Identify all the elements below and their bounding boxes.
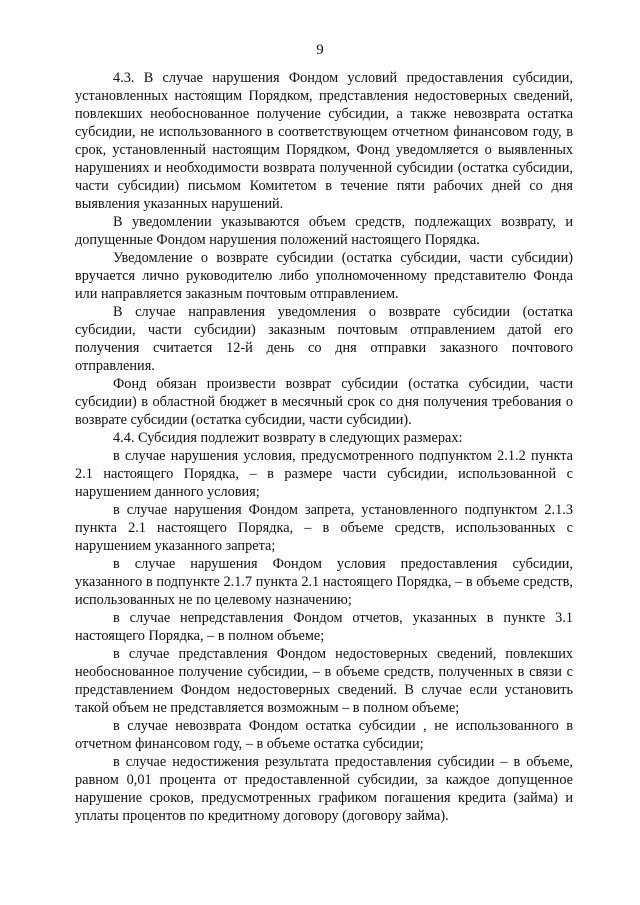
list-item-prohibition-2-1-3: в случае нарушения Фондом запрета, установленного подпунктом 2.1.3 пункта 2.1 настоящего Порядка, – в объеме средств, использованных с нарушением указанного запрета; (75, 502, 573, 554)
list-item-false-information: в случае представления Фондом недостоверных сведений, повлекших необоснованное получение субсидии, – в объеме средств, полученных в связи с представлением Фондом недостоверных сведений. В случае если установить такой объем не представляется возможным – в полном объеме; (75, 646, 573, 716)
list-item-condition-2-1-2: в случае нарушения условия, предусмотренного подпунктом 2.1.2 пункта 2.1 настоящего Порядка, – в размере части субсидии, использованной с нарушением данного условия; (75, 448, 573, 500)
list-item-reports-3-1: в случае непредставления Фондом отчетов, указанных в пункте 3.1 настоящего Порядка, – в полном объеме; (75, 610, 573, 644)
list-item-unreturned-balance: в случае невозврата Фондом остатка субсидии , не использованного в отчетном финансовом году, – в объеме остатка субсидии; (75, 718, 573, 752)
paragraph-registered-mail: В случае направления уведомления о возврате субсидии (остатка субсидии, части субсидии) заказным почтовым отправлением датой его получения считается 12-й день со дня отправки заказного почтового отправления. (75, 304, 573, 374)
paragraph-return-obligation: Фонд обязан произвести возврат субсидии (остатка субсидии, части субсидии) в областной бюджет в месячный срок со дня получения требования о возврате субсидии (остатка субсидии, части субсидии). (75, 376, 573, 428)
page-number: 9 (316, 42, 324, 58)
paragraph-notice-delivery: Уведомление о возврате субсидии (остатка субсидии, части субсидии) вручается лично руководителю либо уполномоченному представителю Фонда или направляется заказным почтовым отправлением. (75, 250, 573, 302)
paragraph-4-3: 4.3. В случае нарушения Фондом условий предоставления субсидии, установленных настоящим Порядком, представления недостоверных сведений, повлекших необоснованное получение субсидии, а также невозврата остатка субсидии, не использованного в соответствующем отчетном финансовом году, в срок, установленный настоящим Порядком, Фонд уведомляется о выявленных нарушениях и необходимости возврата полученной субсидии (остатка субсидии, части субсидии) письмом Комитетом в течение пяти рабочих дней со дня выявления указанных нарушений. (75, 70, 573, 212)
paragraph-notice-content: В уведомлении указываются объем средств, подлежащих возврату, и допущенные Фондом нарушения положений настоящего Порядка. (75, 214, 573, 248)
list-item-condition-2-1-7: в случае нарушения Фондом условия предоставления субсидии, указанного в подпункте 2.1.7 пункта 2.1 настоящего Порядка, – в объеме средств, использованных не по целевому назначению; (75, 556, 573, 608)
list-item-result-not-achieved: в случае недостижения результата предоставления субсидии – в объеме, равном 0,01 процента от предоставленной субсидии, за каждое допущенное нарушение сроков, предусмотренных графиком погашения кредита (займа) и уплаты процентов по кредитному договору (договору займа). (75, 754, 573, 824)
document-body (75, 69, 573, 825)
paragraph-4-4: 4.4. Субсидия подлежит возврату в следующих размерах: (113, 430, 463, 446)
